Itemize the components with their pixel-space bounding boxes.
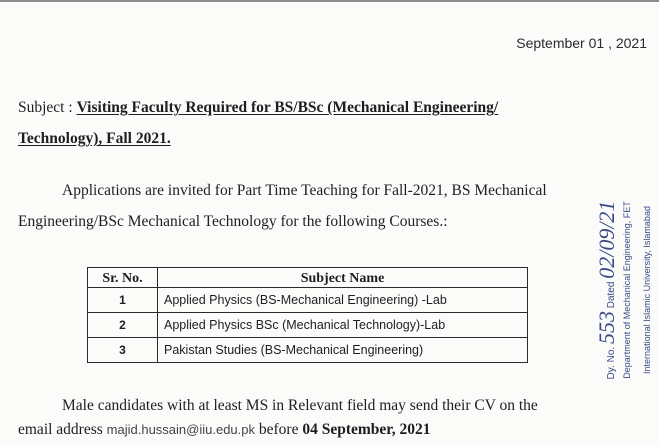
stamp-university: International Islamic University, Islamabad (642, 206, 652, 374)
letter-date: September 01 , 2021 (516, 35, 647, 51)
table-row (88, 288, 528, 313)
subject-block (18, 92, 618, 154)
stamp-department: Department of Mechanical Engineering, FET (622, 201, 632, 379)
stamp-diary-line (594, 201, 620, 380)
subject-label: Subject : (18, 99, 73, 116)
row-number: 1 (88, 288, 158, 313)
closing-text: Male candidates with at least MS in Relevant field may send their CV on the (62, 397, 538, 414)
courses-table (87, 267, 528, 363)
header-subject-name: Subject Name (158, 268, 528, 288)
row-number: 3 (88, 338, 158, 363)
subject-line-2: Technology), Fall 2021. (18, 130, 171, 147)
subject-line-1: Visiting Faculty Required for BS/BSc (Mechanical Engineering/ (76, 99, 499, 116)
email-prefix: email address (18, 421, 103, 438)
header-sr-no: Sr. No. (88, 268, 158, 288)
stamp-diary-number: 553 (594, 311, 619, 345)
row-number: 2 (88, 313, 158, 338)
email-address-link[interactable]: majid.hussain@iiu.edu.pk (106, 422, 256, 437)
table-header-row (88, 268, 528, 288)
deadline: 04 September, 2021 (302, 421, 431, 438)
intro-paragraph (18, 175, 608, 237)
page-top-border (0, 0, 659, 2)
row-subject: Pakistan Studies (BS-Mechanical Engineering) (158, 338, 528, 363)
table-row (88, 313, 528, 338)
row-subject: Applied Physics BSc (Mechanical Technology)-Lab (158, 313, 528, 338)
stamp-dated-value: 02/09/21 (594, 200, 619, 279)
row-subject: Applied Physics (BS-Mechanical Engineering) -Lab (158, 288, 528, 313)
receipt-stamp (596, 195, 658, 385)
email-mid: before (258, 421, 299, 438)
stamp-dated-label: Dated (606, 281, 617, 309)
stamp-diary-label: Dy. No. (606, 346, 617, 380)
intro-text: Applications are invited for Part Time Teaching for Fall-2021, BS Mechanical Engineering/BSc Mechanical Technology for the following Courses.: (18, 182, 547, 230)
table-row (88, 338, 528, 363)
